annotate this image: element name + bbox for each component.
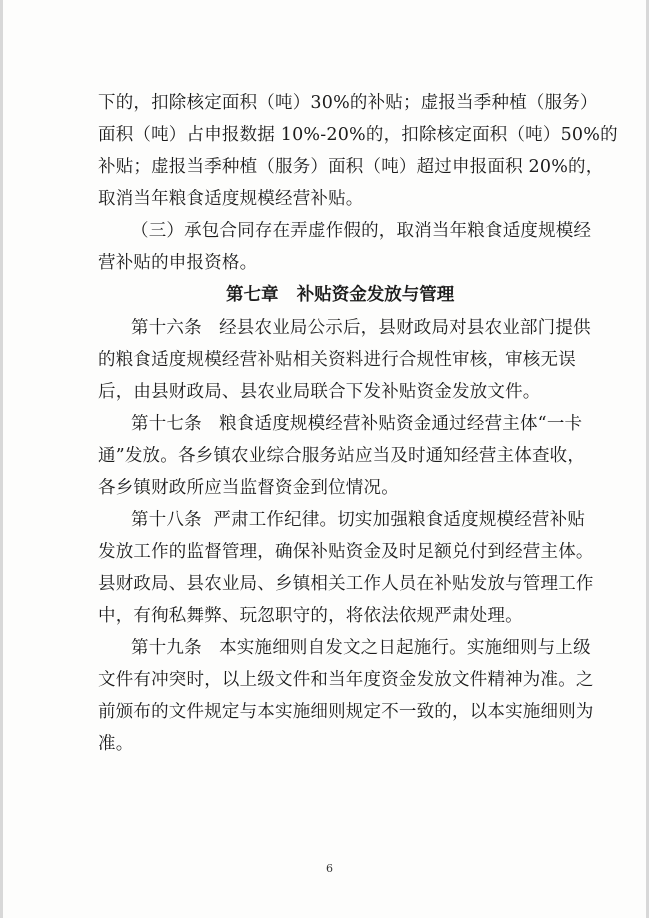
paragraph-line: 取消当年粮食适度规模经营补贴。 (98, 189, 364, 209)
article-line: 通”发放。各乡镇农业综合服务站应当及时通知经营主体查收， (98, 446, 586, 466)
article-line: 第十七条 粮食适度规模经营补贴资金通过经营主体“一卡 (131, 414, 583, 434)
scan-left-edge (0, 0, 3, 918)
article-line: 准。 (98, 734, 134, 754)
paragraph-line: 补贴；虚报当季种植（服务）面积（吨）超过申报面积 20%的， (98, 157, 604, 177)
article-line: 前颁布的文件规定与本实施细则规定不一致的，以本实施细则为 (98, 702, 594, 722)
paragraph-line: 面积（吨）占申报数据 10%-20%的，扣除核定面积（吨）50%的 (98, 125, 618, 145)
chapter-heading: 第七章 补贴资金发放与管理 (226, 285, 455, 305)
article-line: 各乡镇财政所应当监督资金到位情况。 (98, 478, 399, 498)
article-line: 县财政局、县农业局、乡镇相关工作人员在补贴发放与管理工作 (98, 574, 594, 594)
article-line: 第十八条 严肃工作纪律。切实加强粮食适度规模经营补贴 (131, 510, 586, 530)
article-line: 后，由县财政局、县农业局联合下发补贴资金发放文件。 (98, 382, 541, 402)
paragraph-line: （三）承包合同存在弄虚作假的，取消当年粮食适度规模经 (131, 221, 592, 241)
paragraph-line: 下的，扣除核定面积（吨）30%的补贴；虚报当季种植（服务） (98, 93, 598, 113)
article-line: 文件有冲突时，以上级文件和当年度资金发放文件精神为准。之 (98, 670, 594, 690)
article-line: 第十九条 本实施细则自发文之日起施行。实施细则与上级 (131, 638, 591, 658)
article-line: 第十六条 经县农业局公示后，县财政局对县农业部门提供 (131, 318, 591, 338)
page-number: 6 (326, 862, 333, 875)
article-line: 的粮食适度规模经营补贴相关资料进行合规性审核，审核无误 (98, 350, 576, 370)
article-line: 中，有徇私舞弊、玩忽职守的，将依法依规严肃处理。 (98, 606, 523, 626)
paragraph-line: 营补贴的申报资格。 (98, 253, 258, 273)
article-line: 发放工作的监督管理，确保补贴资金及时足额兑付到经营主体。 (98, 542, 594, 562)
